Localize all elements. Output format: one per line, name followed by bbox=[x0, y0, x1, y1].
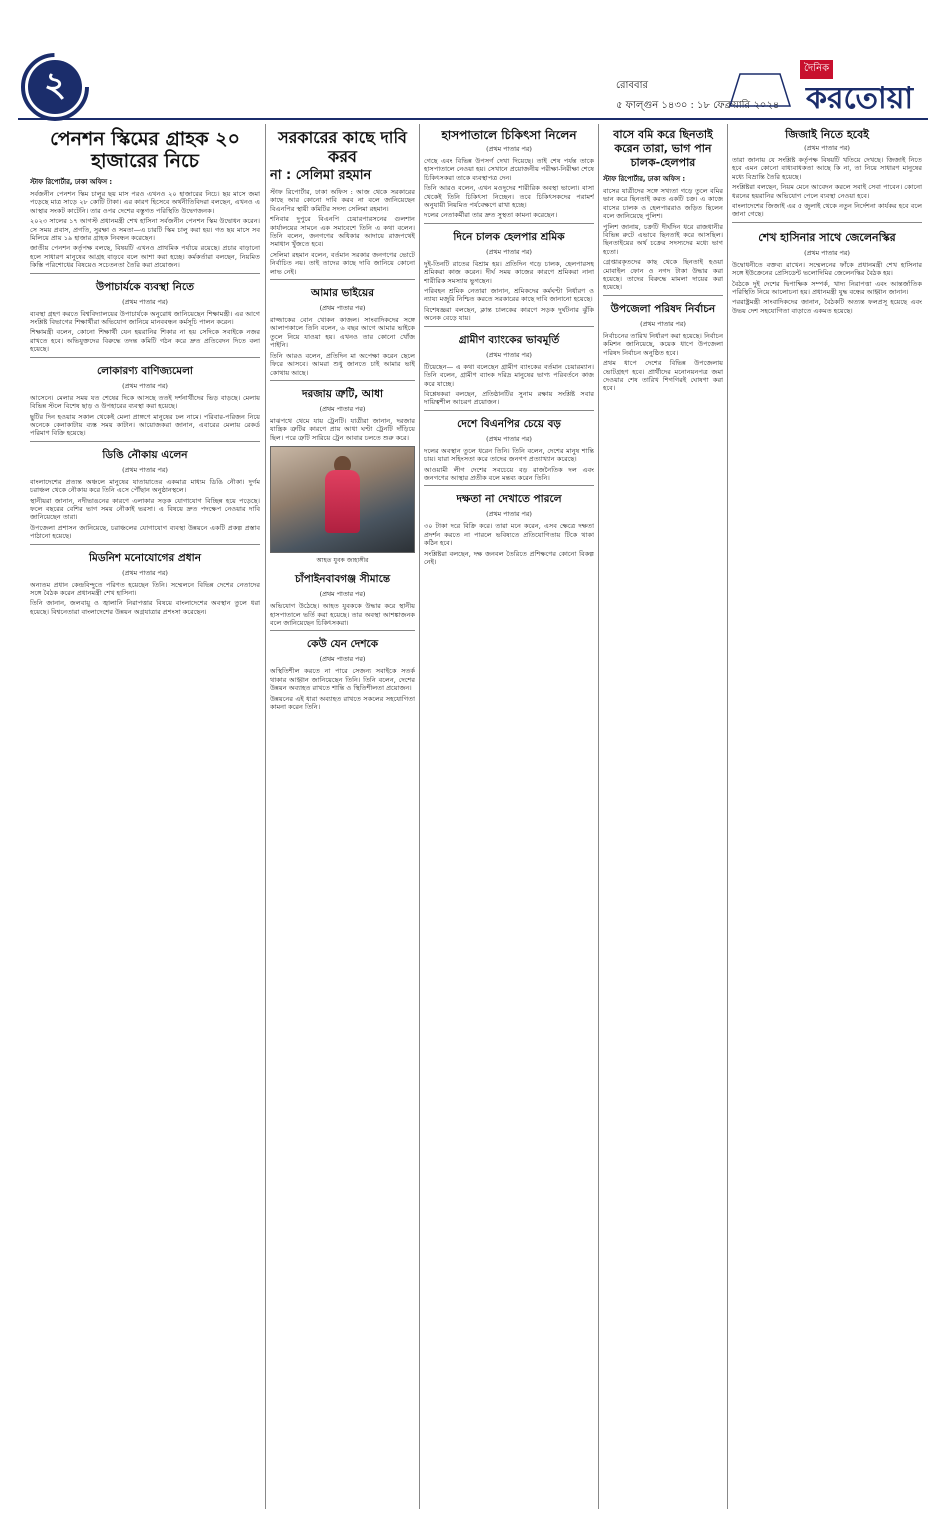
subhead-sheikh-hasina-zelensky: শেখ হাসিনার সাথে জেলেনস্কির bbox=[758, 230, 896, 244]
subhead-chapainawabganj-border: চাঁপাইনবাবগঞ্জ সীমান্তে bbox=[294, 573, 391, 586]
continued-label: (প্রথম পাতার পর) bbox=[122, 465, 168, 474]
paragraph: পুলিশ জানায়, চক্রটি দীর্ঘদিন ধরে রাজধানীর বিভিন্ন রুটে এভাবে ছিনতাই করে আসছিল। ছিনতাইয়ের অর্থ চক্রের সদস্যদের মধ্যে ভাগ হতো। bbox=[603, 222, 723, 256]
paragraph: স্টাফ রিপোর্টার, ঢাকা অফিস : আজ থেকে সরকারের কাছে আর কোনো দাবি করব না বলে জানিয়েছেন বিএনপির স্থায়ী কমিটির সদস্য সেলিমা রহমান। bbox=[270, 188, 415, 213]
divider bbox=[30, 273, 260, 274]
paragraph: তিনি জানান, জলবায়ু ও জ্বালানি নিরাপত্তার বিষয়ে বাংলাদেশের অবস্থান তুলে ধরা হয়েছে। বিশ্বনেতারা বাংলাদেশের উন্নয়ন অগ্রযাত্রার প্রশংসা করেছেন। bbox=[30, 599, 260, 616]
paragraph: দলের অবস্থান তুলে ধরেন তিনি। তিনি বলেন, দেশের মানুষ শান্তি চায়। যারা সহিংসতা করে তাদের জনগণ প্রত্যাখ্যান করেছে। bbox=[424, 446, 594, 464]
column-1 bbox=[30, 124, 260, 1509]
continued-label: (প্রথম পাতার পর) bbox=[804, 248, 850, 257]
headline-pension: পেনশন স্কিমের গ্রাহক ২০ হাজারের নিচে bbox=[50, 128, 240, 172]
paragraph: উপজেলা প্রশাসন জানিয়েছে, চরাঞ্চলের যোগাযোগ ব্যবস্থা উন্নয়নে একটি প্রকল্প প্রস্তাব পাঠানো হয়েছে। bbox=[30, 523, 260, 541]
paragraph: শিক্ষামন্ত্রী বলেন, কোনো শিক্ষার্থী যেন হয়রানির শিকার না হয় সেদিকে সবাইকে নজর রাখতে হবে। অভিযুক্তদের বিরুদ্ধে তদন্ত কমিটি গঠন করে দ্রুত প্রতিবেদন দিতে বলা হয়েছে। bbox=[30, 328, 260, 354]
photo-figure-body bbox=[325, 470, 359, 533]
continued-label: (প্রথম পাতার পর) bbox=[319, 655, 366, 664]
paragraph: দুই-তিনটি রাতের বিশ্রাম হয়। প্রতিদিন গড়ে চালক, হেলপারসহ শ্রমিকরা কাজ করেন। দীর্ঘ সময় কাজের কারণে শ্রমিকরা নানা শারীরিক সমস্যায় ভুগছেন। bbox=[424, 259, 594, 285]
divider bbox=[424, 223, 594, 224]
continued-label: (প্রথম পাতার পর) bbox=[122, 568, 168, 577]
subhead-skill: দক্ষতা না দেখাতে পারলে bbox=[456, 493, 562, 506]
logo-small-text: দৈনিক bbox=[800, 60, 833, 79]
paragraph: উন্নয়নের এই ধারা অব্যাহত রাখতে সকলের সহযোগিতা কামনা করেন তিনি। bbox=[270, 694, 415, 711]
paragraph: সেলিমা রহমান বলেন, বর্তমান সরকার জনগণের ভোটে নির্বাচিত নয়। তাই তাদের কাছে দাবি জানিয়ে কোনো লাভ নেই। bbox=[270, 250, 415, 276]
column-3 bbox=[424, 124, 594, 1509]
continued-label: (প্রথম পাতার পর) bbox=[319, 590, 366, 599]
masthead-rule bbox=[18, 118, 928, 120]
paragraph: বাসের যাত্রীদের সঙ্গে সখ্যতা গড়ে তুলে বমির ভান করে ছিনতাই করত একটি চক্র। এ কাজে বাসের চালক ও হেলপাররাও জড়িত ছিলেন বলে জানিয়েছে পুলিশ। bbox=[603, 187, 723, 221]
byline: স্টাফ রিপোর্টার, ঢাকা অফিস : bbox=[603, 175, 686, 183]
continued-label: (প্রথম পাতার পর) bbox=[640, 319, 686, 328]
paragraph: অভিযোগ উঠেছে। আহত যুবককে উদ্ধার করে স্থানীয় হাসপাতালে ভর্তি করা হয়েছে। তার অবস্থা আশঙ্কাজনক বলে জানিয়েছেন চিকিৎসকরা। bbox=[270, 602, 415, 627]
divider bbox=[30, 357, 260, 358]
paragraph: শনিবার দুপুরে বিএনপি চেয়ারপারসনের গুলশান কার্যালয়ের সামনে এক সমাবেশে তিনি এ কথা বলেন। তিনি বলেন, জনগণের অধিকার আদায়ে রাজপথেই সমাধান খুঁজতে হবে। bbox=[270, 215, 415, 249]
paragraph: ছুটির দিন হওয়ায় সকাল থেকেই মেলা প্রাঙ্গণে মানুষের ঢল নামে। পরিবার-পরিজন নিয়ে অনেকে কেনাকাটায় ব্যস্ত সময় কাটান। আয়োজকরা জানান, এবারের মেলায় রেকর্ড পরিমাণ বিক্রি হয়েছে। bbox=[30, 412, 260, 438]
divider bbox=[424, 485, 594, 486]
photo-caption: আহত যুবক জাহাঙ্গীর bbox=[316, 557, 369, 565]
paragraph: ৩০ টাকা দরে বিক্রি করে। তারা মনে করেন, এসব ক্ষেত্রে দক্ষতা প্রদর্শন করতে না পারলে ভবিষ্যতে প্রতিযোগিতায় টিকে থাকা কঠিন হবে। bbox=[424, 522, 594, 548]
subhead-trade-fair: লোকারণ্য বাণিজ্যমেলা bbox=[97, 364, 193, 377]
subhead-my-brother: আমার ভাইয়ের bbox=[310, 287, 375, 300]
paragraph: তারা জানায় যে সংশ্লিষ্ট কর্তৃপক্ষ বিষয়টি খতিয়ে দেখছে। জিজাই নিতে হবে এমন কোনো বাধ্যবাধকতা আছে কি না, তা নিয়ে সাধারণ মানুষের মধ্যে বিভ্রান্তি তৈরি হয়েছে। bbox=[732, 156, 922, 181]
paragraph: গেছে এবং বিভিন্ন উপসর্গ দেখা দিয়েছে। তাই শেষ পর্যন্ত তাকে হাসপাতালে নেওয়া হয়। সেখানে প্রয়োজনীয় পরীক্ষা-নিরীক্ষা শেষে চিকিৎসকরা তাকে ব্যবস্থাপত্র দেন। bbox=[424, 157, 594, 182]
paragraph: টিয়েছেন— এ কথা বলেছেন গ্রামীণ ব্যাংকের বর্তমান চেয়ারম্যান। তিনি বলেন, গ্রামীণ ব্যাংক দরিদ্র মানুষের ভাগ্য পরিবর্তনে কাজ করে যাচ্ছে। bbox=[424, 362, 594, 388]
subhead-bigger-than-bnp: দেশে বিএনপির চেয়ে বড় bbox=[457, 417, 561, 430]
paragraph: বাংলাদেশের প্রত্যন্ত অঞ্চলে মানুষের যাতায়াতের একমাত্র মাধ্যম ডিঙি নৌকা। দুর্গম চরাঞ্চল থেকে নৌকায় করে তিনি এসে পৌঁছান অনুষ্ঠানস্থলে। bbox=[30, 477, 260, 495]
column-4 bbox=[603, 124, 723, 1509]
divider bbox=[30, 544, 260, 545]
masthead bbox=[0, 0, 945, 116]
paragraph: গ্রেপ্তারকৃতদের কাছ থেকে ছিনতাই হওয়া মোবাইল ফোন ও নগদ টাকা উদ্ধার করা হয়েছে। তাদের বিরুদ্ধে মামলা দায়ের করা হয়েছে। bbox=[603, 258, 723, 292]
column-2 bbox=[270, 124, 415, 1509]
divider bbox=[270, 279, 415, 280]
paragraph: ২০২৩ সালের ১৭ আগস্ট প্রধানমন্ত্রী শেখ হাসিনা সর্বজনীন পেনশন স্কিম উদ্বোধন করেন। সে সময় প্রবাস, প্রগতি, সুরক্ষা ও সমতা—এ চারটি স্কিম চালু করা হয়। গত ছয় মাসে সব মিলিয়ে প্রায় ১৯ হাজার গ্রাহক নিবন্ধন করেছেন। bbox=[30, 217, 260, 243]
headline-selima-rahman: না : সেলিমা রহমান bbox=[270, 168, 372, 183]
byline: স্টাফ রিপোর্টার, ঢাকা অফিস : bbox=[30, 178, 113, 186]
divider bbox=[603, 295, 723, 296]
paragraph: অস্থিতিশীল করতে না পারে সেজন্য সবাইকে সতর্ক থাকার আহ্বান জানিয়েছেন তিনি। তিনি বলেন, দেশের উন্নয়ন অব্যাহত রাখতে শান্তি ও স্থিতিশীলতা প্রয়োজন। bbox=[270, 667, 415, 693]
divider bbox=[732, 222, 922, 223]
issue-date: ৫ ফাল্গুন ১৪৩০ : ১৮ ফেব্রুয়ারি ২০২৪ bbox=[616, 100, 780, 111]
weekday: রোববার bbox=[616, 80, 648, 91]
paragraph: রাজ্জাকের বোন খোকন কাজল। সাংবাদিকদের সঙ্গে আলাপকালে তিনি বলেন, ৬ বছর আগে আমার ভাইকে তুলে নিয়ে যাওয়া হয়। এখনও তার কোনো খোঁজ পাইনি। bbox=[270, 316, 415, 350]
continued-label: (প্রথম পাতার পর) bbox=[804, 144, 850, 152]
paragraph: আওয়ামী লীগ দেশের সবচেয়ে বড় রাজনৈতিক দল এবং জনগণের আস্থার প্রতীক বলে মন্তব্য করেন তিনি। bbox=[424, 465, 594, 482]
divider bbox=[424, 410, 594, 411]
continued-label: (প্রথম পাতার পর) bbox=[122, 381, 168, 390]
page-number: ২ bbox=[28, 60, 82, 114]
paragraph: উদ্বোধনীতে বক্তব্য রাখেন। সম্মেলনের ফাঁকে প্রধানমন্ত্রী শেখ হাসিনার সঙ্গে ইউক্রেনের প্রেসিডেন্ট ভলোদিমির জেলেনস্কির বৈঠক হয়। bbox=[732, 260, 922, 278]
divider bbox=[270, 380, 415, 381]
paragraph: বৈঠকে দুই দেশের দ্বিপাক্ষিক সম্পর্ক, খাদ্য নিরাপত্তা এবং আন্তর্জাতিক পরিস্থিতি নিয়ে আলোচনা হয়। প্রধানমন্ত্রী যুদ্ধ বন্ধের আহ্বান জানান। bbox=[732, 279, 922, 297]
continued-label: (প্রথম পাতার পর) bbox=[486, 247, 532, 256]
headline-hospital: হাসপাতালে চিকিৎসা নিলেন bbox=[441, 128, 577, 142]
continued-label: (প্রথম পাতার পর) bbox=[486, 510, 532, 519]
paragraph: প্রথম ধাপে দেশের বিভিন্ন উপজেলায় ভোটগ্রহণ হবে। প্রার্থীদের মনোনয়নপত্র জমা দেওয়ার শেষ তারিখ শিগগিরই ঘোষণা করা হবে। bbox=[603, 359, 723, 393]
paragraph: নির্বাচনের তারিখ নির্ধারণ করা হয়েছে। নির্বাচন কমিশন জানিয়েছে, কয়েক ধাপে উপজেলা পরিষদ নির্বাচন অনুষ্ঠিত হবে। bbox=[603, 331, 723, 357]
subhead-door-fault: দরজায় ত্রুটি, আধা bbox=[301, 387, 384, 400]
paragraph: দলের নেতাকর্মীরা তার দ্রুত সুস্থতা কামনা করেছেন। bbox=[424, 211, 558, 220]
subhead-driver-helper-workers: দিনে চালক হেলপার শ্রমিক bbox=[453, 230, 565, 243]
column-divider bbox=[419, 124, 420, 1509]
headline-gizai: জিজাই নিতে হবেই bbox=[785, 128, 869, 141]
news-photo bbox=[270, 446, 415, 553]
paragraph: সর্বজনীন পেনশন স্কিম চালুর ছয় মাস পরও এখনও ২০ হাজারের নিচে। ছয় মাসে জমা পড়েছে মাত্র সাড়ে ২৮ কোটি টাকা। এর কারণ হিসেবে অর্থনীতিবিদরা বলছেন, এখনও এ আস্থার সংকট কাটেনি। তার ওপর দেশের বস্তুগত পরিস্থিতি উদ্বেগজনক। bbox=[30, 190, 260, 215]
paragraph: সংশ্লিষ্টরা বলছেন, নিয়ম মেনে আবেদন করলে সবাই সেবা পাবেন। কোনো ধরনের হয়রানির অভিযোগ পেলে ব্যবস্থা নেওয়া হবে। bbox=[732, 183, 922, 200]
continued-label: (প্রথম পাতার পর) bbox=[486, 434, 532, 443]
subhead-dinghy-boat: ডিঙি নৌকায় এলেন bbox=[102, 448, 188, 461]
paragraph: ব্যবস্থা গ্রহণ করতে বিশ্ববিদ্যালয়ের উপাচার্যকে অনুরোধ জানিয়েছেন শিক্ষামন্ত্রী। এর আগে সংশ্লিষ্ট বিভাগের শিক্ষার্থীরা অভিযোগ জানিয়ে মানববন্ধন কর্মসূচি পালন করেন। bbox=[30, 309, 260, 327]
paragraph: জাতীয় পেনশন কর্তৃপক্ষ বলছে, বিষয়টি এখনও প্রাথমিক পর্যায়ে রয়েছে। প্রচার বাড়ানো হলে সাধারণ মানুষের আগ্রহ বাড়বে বলে আশা করা হচ্ছে। কর্মকর্তারা বলছেন, নিয়মিত কিস্তি পরিশোধের বিষয়েও সচেতনতা তৈরি করা প্রয়োজন। bbox=[30, 244, 260, 270]
subhead-vice-chancellor: উপাচার্যকে ব্যবস্থা নিতে bbox=[95, 280, 195, 293]
continued-label: (প্রথম পাতার পর) bbox=[319, 404, 366, 413]
continued-label: (প্রথম পাতার পর) bbox=[486, 145, 532, 153]
paragraph: সংশ্লিষ্টরা বলছেন, দক্ষ জনবল তৈরিতে প্রশিক্ষণের কোনো বিকল্প নেই। bbox=[424, 549, 594, 566]
divider bbox=[270, 630, 415, 631]
logo-title: করতোয়া bbox=[806, 81, 914, 116]
subhead-grameen-bank: গ্রামীণ ব্যাংকের ভাবমূর্তি bbox=[458, 333, 560, 346]
headline-demand: সরকারের কাছে দাবি করব bbox=[278, 128, 407, 166]
continued-label: (প্রথম পাতার পর) bbox=[319, 304, 366, 313]
headline-bus-mugging: বাসে বমি করে ছিনতাই করেন তারা, ভাগ পান চালক-হেলপার bbox=[613, 128, 713, 169]
paragraph: বিশ্লেষকরা বলছেন, প্রতিষ্ঠানটির সুনাম রক্ষায় সংশ্লিষ্ট সবার দায়িত্বশীল আচরণ প্রয়োজন। bbox=[424, 389, 594, 407]
subhead-no-one-country: কেউ যেন দেশকে bbox=[306, 638, 379, 651]
continued-label: (প্রথম পাতার পর) bbox=[122, 297, 168, 306]
newspaper-logo bbox=[720, 63, 920, 116]
column-divider bbox=[598, 124, 599, 1509]
paragraph: স্থানীয়রা জানান, নদীভাঙনের কারণে এলাকার সড়ক যোগাযোগ বিচ্ছিন্ন হয়ে পড়েছে। ফলে বছরের বেশির ভাগ সময় নৌকাই ভরসা। এ বিষয়ে দ্রুত পদক্ষেপ নেওয়ার দাবি জানিয়েছেন তারা। bbox=[30, 496, 260, 522]
paragraph: অন্যতম প্রধান কেন্দ্রবিন্দুতে পরিণত হয়েছেন তিনি। সম্মেলনে বিভিন্ন দেশের নেতাদের সঙ্গে বৈঠক করেন প্রধানমন্ত্রী শেখ হাসিনা। bbox=[30, 580, 260, 597]
divider bbox=[30, 441, 260, 442]
paragraph: পরিবহন শ্রমিক নেতারা জানান, শ্রমিকদের কর্মঘণ্টা নির্ধারণ ও ন্যায্য মজুরি নিশ্চিত করতে সরকারের কাছে দাবি জানানো হয়েছে। bbox=[424, 287, 594, 304]
column-5 bbox=[732, 124, 922, 1509]
paragraph: মাঝপথে থেমে যায় ট্রেনটি। যাত্রীরা জানান, দরজার যান্ত্রিক ত্রুটির কারণে প্রায় আধা ঘণ্টা ট্রেনটি দাঁড়িয়ে ছিল। পরে ত্রুটি সারিয়ে ট্রেন আবার চলতে শুরু করে। bbox=[270, 416, 415, 442]
paragraph: তিনি আরও বলেন, এখন মওদুদের শারীরিক অবস্থা ভালো। বাসা থেকেই তিনি চিকিৎসা নিচ্ছেন। তবে চিকিৎসকদের পরামর্শ অনুযায়ী নিয়মিত পর্যবেক্ষণে রাখা হচ্ছে। bbox=[424, 184, 594, 210]
divider bbox=[424, 326, 594, 327]
continued-label: (প্রথম পাতার পর) bbox=[486, 350, 532, 359]
subhead-midnight-attention: মিডনিশ মনোযোগের প্রধান bbox=[89, 551, 201, 564]
paragraph: বিশেষজ্ঞরা বলছেন, ক্লান্ত চালকের কারণে সড়ক দুর্ঘটনার ঝুঁকি অনেক বেড়ে যায়। bbox=[424, 305, 594, 323]
column-divider bbox=[265, 124, 266, 1509]
column-divider bbox=[727, 124, 728, 1509]
paragraph: তিনি আরও বলেন, প্রতিদিন মা অপেক্ষা করেন ছেলে ফিরে আসবে। আমরা শুধু জানতে চাই আমার ভাই কোথায় আছে। bbox=[270, 351, 415, 377]
paragraph: আসেনে। মেলার সময় যত শেষের দিকে আসছে ততই দর্শনার্থীদের ভিড় বাড়ছে। মেলায় বিভিন্ন স্টলে বিশেষ ছাড় ও উপহারের ব্যবস্থা করা হয়েছে। bbox=[30, 393, 260, 411]
paragraph: পররাষ্ট্রমন্ত্রী সাংবাদিকদের জানান, বৈঠকটি অত্যন্ত ফলপ্রসূ হয়েছে এবং উভয় দেশ সহযোগিতা বাড়াতে একমত হয়েছে। bbox=[732, 298, 922, 315]
subhead-upazila-election: উপজেলা পরিষদ নির্বাচন bbox=[610, 302, 716, 315]
paragraph: বাংলাদেশের জিজাই এর ৫ জুলাই থেকে নতুন নির্দেশনা কার্যকর হবে বলে জানা গেছে। bbox=[732, 202, 922, 219]
logo-emblem-icon bbox=[720, 66, 800, 112]
